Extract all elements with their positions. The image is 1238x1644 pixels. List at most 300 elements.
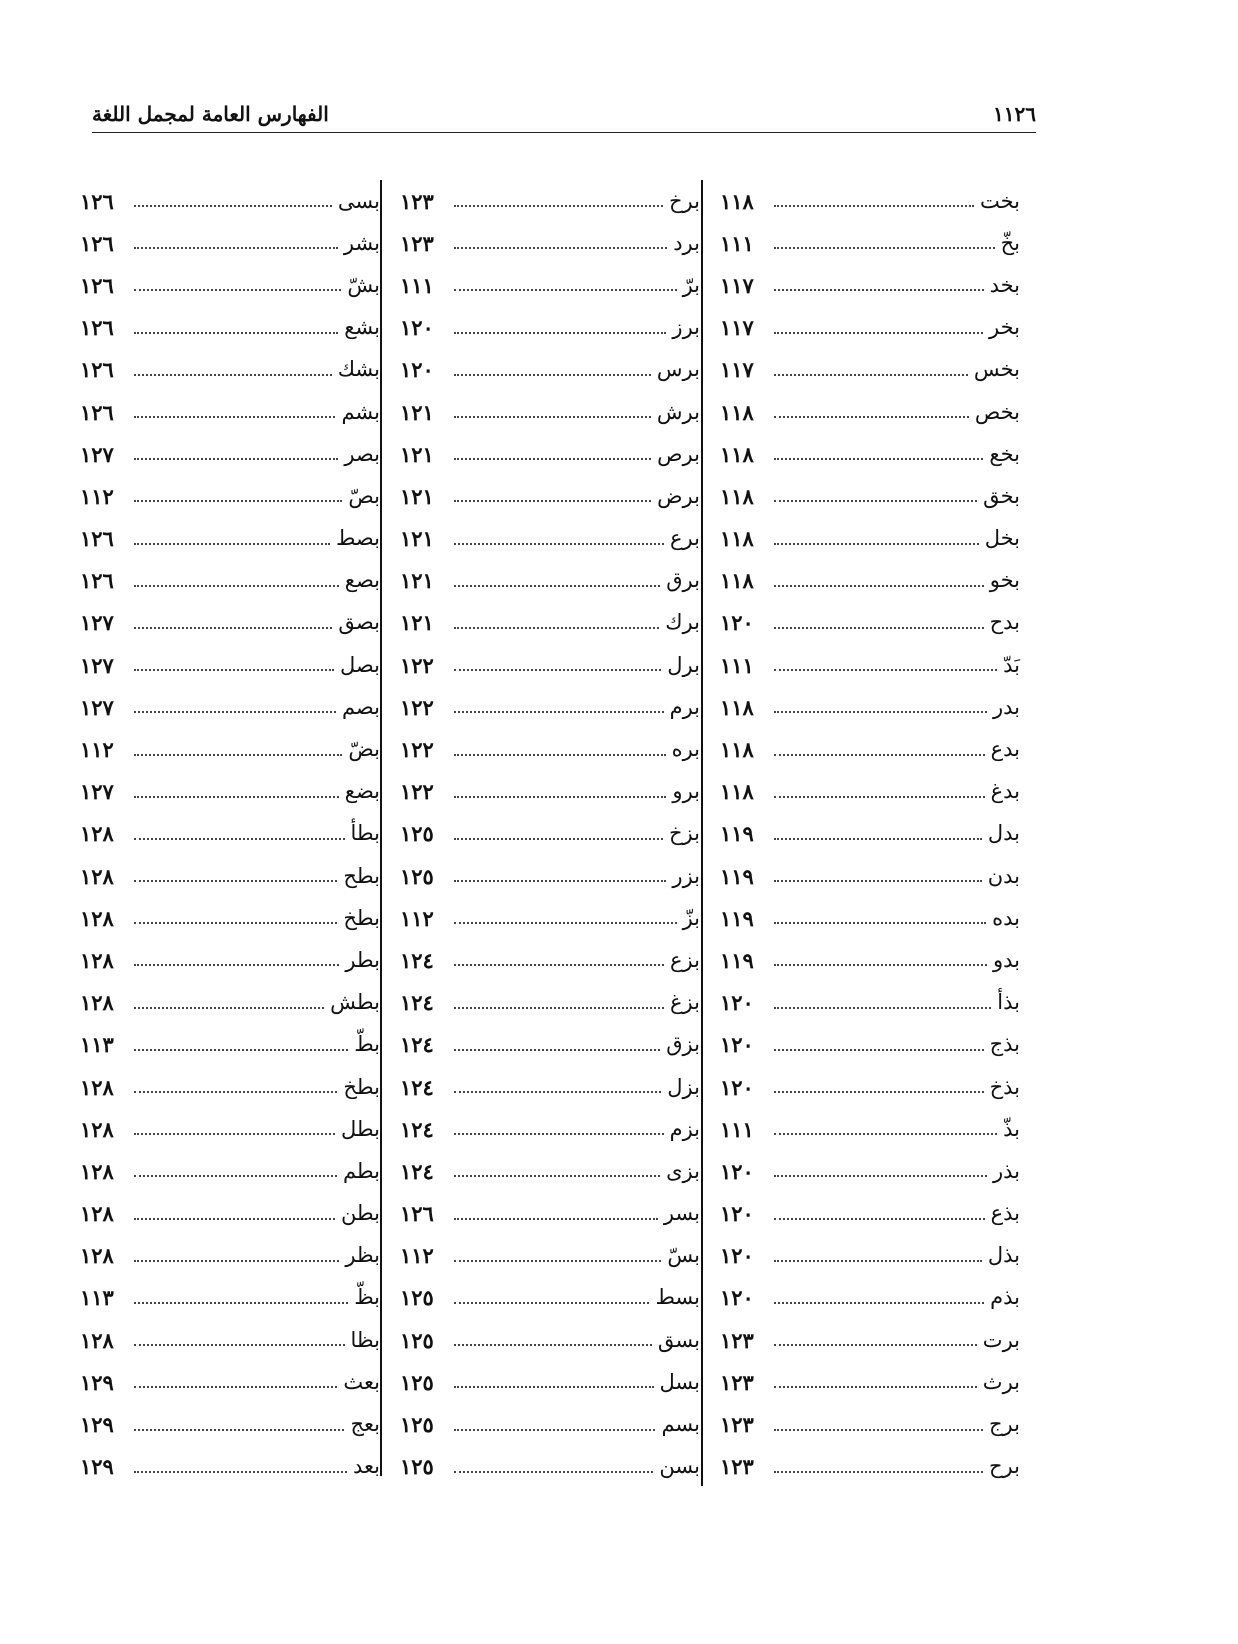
entry-word: بخق (983, 483, 1020, 508)
entry-page-number: ١٢٠ (400, 315, 434, 341)
dot-leader (134, 1007, 324, 1009)
entry-page-number: ١٢٢ (400, 694, 434, 720)
index-entry (720, 560, 1020, 602)
entry-page-number: ١٢٨ (80, 1158, 114, 1184)
index-entry (400, 1403, 700, 1445)
entry-word: بصل (340, 652, 380, 677)
entry-word: بسق (657, 1327, 700, 1352)
entry-page-number: ١١١ (400, 272, 434, 298)
index-entry (80, 1361, 380, 1403)
dot-leader (774, 1429, 983, 1431)
index-entry (80, 1403, 380, 1445)
index-entry (720, 602, 1020, 644)
entry-word: بسى (337, 188, 380, 213)
dot-leader (134, 1091, 337, 1093)
entry-word: بره (671, 737, 700, 762)
index-entry (80, 518, 380, 560)
entry-page-number: ١٢٥ (400, 1285, 434, 1311)
entry-page-number: ١٢٨ (80, 947, 114, 973)
index-entry (400, 1277, 700, 1319)
index-entry (400, 264, 700, 306)
index-entry (720, 644, 1020, 686)
entry-word: بطح (343, 863, 380, 888)
entry-page-number: ١١٨ (720, 399, 754, 425)
index-entry (720, 433, 1020, 475)
index-entry (400, 771, 700, 813)
index-entry (80, 982, 380, 1024)
index-entry (80, 1066, 380, 1108)
entry-page-number: ١١٢ (80, 483, 114, 509)
dot-leader (134, 754, 342, 756)
dot-leader (774, 1471, 983, 1473)
entry-page-number: ١٢٦ (400, 1201, 434, 1227)
entry-page-number: ١٢٨ (80, 821, 114, 847)
index-entry (400, 1193, 700, 1235)
dot-leader (134, 838, 345, 840)
dot-leader (134, 543, 330, 545)
entry-page-number: ١١٨ (720, 694, 754, 720)
entry-word: بطل (341, 1116, 380, 1141)
dot-leader (134, 1175, 337, 1177)
entry-word: بخع (989, 441, 1020, 466)
dot-leader (134, 669, 334, 671)
entry-page-number: ١١٩ (720, 905, 754, 931)
entry-word: بذع (990, 1201, 1020, 1226)
index-entry (720, 939, 1020, 981)
entry-page-number: ١٢٨ (80, 1074, 114, 1100)
dot-leader (134, 796, 339, 798)
entry-word: برل (667, 652, 700, 677)
entry-word: بطم (342, 1158, 380, 1183)
dot-leader (134, 247, 338, 249)
dot-leader (774, 754, 985, 756)
entry-word: بطأ (350, 821, 380, 846)
index-entry (720, 1024, 1020, 1066)
index-entry (720, 307, 1020, 349)
entry-page-number: ١١٢ (400, 905, 434, 931)
entry-word: بسن (659, 1454, 700, 1479)
entry-word: برق (666, 568, 700, 593)
index-entry (720, 1361, 1020, 1403)
entry-page-number: ١١١ (720, 1116, 754, 1142)
entry-word: بضع (344, 779, 380, 804)
entry-page-number: ١١٨ (720, 568, 754, 594)
dot-leader (134, 880, 337, 882)
entry-page-number: ١١٢ (400, 1243, 434, 1269)
index-entry (400, 222, 700, 264)
entry-word: بخّ (1000, 230, 1020, 255)
entry-word: برك (665, 610, 700, 635)
entry-page-number: ١١٧ (720, 357, 754, 383)
entry-word: بذخ (989, 1074, 1020, 1099)
index-entry (400, 686, 700, 728)
index-entry (400, 560, 700, 602)
dot-leader (774, 500, 977, 502)
entry-page-number: ١٢٦ (80, 568, 114, 594)
dot-leader (774, 964, 987, 966)
entry-word: بصم (341, 694, 380, 719)
entry-word: بعد (353, 1454, 380, 1479)
entry-page-number: ١٢٣ (720, 1412, 754, 1438)
index-entry (720, 855, 1020, 897)
entry-word: بشر (343, 230, 380, 255)
dot-leader (134, 332, 338, 334)
dot-leader (774, 374, 968, 376)
entry-word: بسط (655, 1285, 700, 1310)
entry-word: بذم (990, 1285, 1020, 1310)
entry-page-number: ١١١ (720, 230, 754, 256)
entry-page-number: ١٢٤ (400, 947, 434, 973)
dot-leader (134, 711, 336, 713)
index-entry (720, 180, 1020, 222)
dot-leader (454, 1007, 664, 1009)
dot-leader (774, 1302, 984, 1304)
entry-word: بخر (989, 315, 1020, 340)
dot-leader (454, 1471, 653, 1473)
entry-word: بعج (350, 1412, 380, 1437)
entry-page-number: ١١٩ (720, 947, 754, 973)
dot-leader (454, 838, 663, 840)
entry-word: بزل (667, 1074, 700, 1099)
entry-page-number: ١٢٣ (720, 1327, 754, 1353)
index-entry (80, 475, 380, 517)
entry-page-number: ١٢٩ (80, 1412, 114, 1438)
entry-page-number: ١٢٠ (400, 357, 434, 383)
entry-page-number: ١٢١ (400, 610, 434, 636)
dot-leader (454, 1175, 660, 1177)
entry-page-number: ١٢٨ (80, 863, 114, 889)
index-entry (80, 1446, 380, 1488)
entry-word: بخس (973, 357, 1020, 382)
entry-word: بسر (663, 1201, 700, 1226)
entry-page-number: ١٢٠ (720, 1243, 754, 1269)
column-divider (380, 180, 382, 1476)
entry-word: بزّ (682, 905, 700, 930)
index-entry (400, 1361, 700, 1403)
dot-leader (454, 1091, 661, 1093)
index-entry (400, 813, 700, 855)
dot-leader (454, 1218, 658, 1220)
entry-word: بخت (979, 188, 1020, 213)
entry-word: بطر (345, 947, 380, 972)
index-entry (720, 1235, 1020, 1277)
entry-word: بدل (987, 821, 1020, 846)
dot-leader (774, 880, 982, 882)
dot-leader (134, 1260, 339, 1262)
entry-word: بضّ (348, 737, 380, 762)
entry-page-number: ١٢٠ (720, 1201, 754, 1227)
entry-word: بشع (344, 315, 380, 340)
index-columns (80, 180, 1020, 1496)
index-entry (80, 264, 380, 306)
entry-page-number: ١٢٧ (80, 610, 114, 636)
dot-leader (454, 289, 677, 291)
entry-word: برو (672, 779, 700, 804)
dot-leader (774, 1344, 977, 1346)
entry-word: برس (656, 357, 700, 382)
entry-page-number: ١٢٣ (400, 230, 434, 256)
index-entry (400, 855, 700, 897)
dot-leader (134, 205, 332, 207)
index-entry (80, 644, 380, 686)
entry-word: بذج (989, 1032, 1020, 1057)
entry-word: بذل (987, 1243, 1020, 1268)
entry-word: برع (670, 526, 700, 551)
index-entry (80, 1319, 380, 1361)
entry-word: بدغ (990, 779, 1020, 804)
entry-page-number: ١٢٨ (80, 990, 114, 1016)
index-entry (400, 1446, 700, 1488)
entry-word: بظّ (354, 1285, 380, 1310)
index-entry (720, 1066, 1020, 1108)
index-entry (400, 391, 700, 433)
dot-leader (454, 1302, 649, 1304)
index-entry (80, 391, 380, 433)
dot-leader (774, 332, 983, 334)
index-entry (400, 1235, 700, 1277)
dot-leader (774, 1007, 991, 1009)
entry-page-number: ١٢١ (400, 568, 434, 594)
entry-word: برص (657, 441, 700, 466)
entry-word: بطخ (343, 905, 380, 930)
dot-leader (134, 289, 341, 291)
entry-page-number: ١١١ (720, 652, 754, 678)
dot-leader (454, 585, 660, 587)
entry-page-number: ١٢٧ (80, 652, 114, 678)
dot-leader (454, 627, 659, 629)
entry-word: بطّ (354, 1032, 380, 1057)
entry-page-number: ١٢١ (400, 441, 434, 467)
dot-leader (454, 964, 664, 966)
dot-leader (134, 1471, 347, 1473)
dot-leader (134, 1218, 335, 1220)
index-entry (80, 1150, 380, 1192)
entry-word: بسل (659, 1369, 700, 1394)
entry-word: بعث (343, 1369, 380, 1394)
entry-page-number: ١١٢ (80, 737, 114, 763)
dot-leader (454, 247, 667, 249)
dot-leader (774, 585, 984, 587)
entry-page-number: ١١٣ (80, 1032, 114, 1058)
dot-leader (774, 922, 986, 924)
entry-page-number: ١٢٤ (400, 1116, 434, 1142)
dot-leader (774, 1133, 997, 1135)
entry-page-number: ١٢٦ (80, 272, 114, 298)
entry-word: برّ (682, 272, 700, 297)
entry-word: بدن (987, 863, 1020, 888)
index-entry (80, 1277, 380, 1319)
index-entry (80, 560, 380, 602)
entry-word: بشك (337, 357, 380, 382)
entry-page-number: ١٢٠ (720, 1074, 754, 1100)
dot-leader (454, 1049, 660, 1051)
entry-word: بده (992, 905, 1020, 930)
dot-leader (774, 543, 979, 545)
dot-leader (134, 1429, 344, 1431)
dot-leader (134, 500, 342, 502)
index-entry (80, 180, 380, 222)
entry-word: بخص (974, 399, 1020, 424)
index-entry (80, 1193, 380, 1235)
index-entry (400, 939, 700, 981)
entry-word: برم (669, 694, 700, 719)
dot-leader (454, 374, 651, 376)
entry-page-number: ١٢٦ (80, 230, 114, 256)
entry-page-number: ١٢٠ (720, 610, 754, 636)
entry-page-number: ١١٧ (720, 315, 754, 341)
entry-page-number: ١٢٢ (400, 779, 434, 805)
index-entry (720, 1277, 1020, 1319)
dot-leader (134, 1302, 348, 1304)
index-entry (400, 518, 700, 560)
entry-word: برت (982, 1327, 1020, 1352)
dot-leader (774, 205, 974, 207)
index-entry (80, 433, 380, 475)
entry-word: بزى (666, 1158, 700, 1183)
entry-page-number: ١٢١ (400, 526, 434, 552)
index-column-1 (720, 180, 1020, 1496)
dot-leader (774, 627, 984, 629)
running-title: الفهارس العامة لمجمل اللغة (92, 102, 329, 126)
dot-leader (454, 922, 677, 924)
dot-leader (774, 1175, 987, 1177)
index-entry (400, 1108, 700, 1150)
index-column-2 (400, 180, 700, 1496)
index-entry (720, 1446, 1020, 1488)
index-column-3 (80, 180, 380, 1496)
index-entry (80, 307, 380, 349)
entry-page-number: ١١٨ (720, 483, 754, 509)
index-entry (400, 602, 700, 644)
dot-leader (454, 711, 664, 713)
dot-leader (454, 500, 651, 502)
entry-word: بزم (669, 1116, 700, 1141)
entry-word: بسم (661, 1412, 700, 1437)
entry-page-number: ١١٨ (720, 188, 754, 214)
index-entry (400, 1024, 700, 1066)
entry-page-number: ١٢٠ (720, 990, 754, 1016)
entry-page-number: ١٢٨ (80, 1243, 114, 1269)
index-entry (400, 982, 700, 1024)
entry-word: برش (656, 399, 700, 424)
dot-leader (134, 1049, 348, 1051)
entry-page-number: ١٢٥ (400, 1369, 434, 1395)
entry-page-number: ١٢١ (400, 399, 434, 425)
index-entry (80, 813, 380, 855)
entry-word: برز (672, 315, 700, 340)
entry-word: برح (989, 1454, 1020, 1479)
entry-word: بزق (666, 1032, 700, 1057)
dot-leader (134, 458, 338, 460)
entry-page-number: ١٢٦ (80, 399, 114, 425)
entry-word: بذّ (1003, 1116, 1020, 1141)
entry-page-number: ١٢٢ (400, 737, 434, 763)
index-entry (80, 897, 380, 939)
entry-page-number: ١٢٤ (400, 1074, 434, 1100)
index-entry (80, 1024, 380, 1066)
dot-leader (454, 796, 666, 798)
entry-page-number: ١٢٢ (400, 652, 434, 678)
entry-page-number: ١١٨ (720, 526, 754, 552)
dot-leader (774, 247, 995, 249)
index-entry (720, 728, 1020, 770)
dot-leader (134, 1344, 345, 1346)
dot-leader (774, 458, 983, 460)
index-entry (80, 222, 380, 264)
entry-page-number: ١٢٧ (80, 441, 114, 467)
dot-leader (454, 1386, 654, 1388)
dot-leader (134, 1386, 337, 1388)
index-entry (720, 1319, 1020, 1361)
entry-page-number: ١٢٧ (80, 779, 114, 805)
entry-word: بدر (992, 694, 1020, 719)
entry-page-number: ١٢١ (400, 483, 434, 509)
entry-page-number: ١٢٥ (400, 1327, 434, 1353)
index-entry (720, 686, 1020, 728)
entry-page-number: ١٢٣ (720, 1454, 754, 1480)
dot-leader (454, 754, 666, 756)
entry-page-number: ١١٨ (720, 779, 754, 805)
dot-leader (454, 669, 661, 671)
index-entry (400, 433, 700, 475)
entry-page-number: ١٢٧ (80, 694, 114, 720)
dot-leader (134, 627, 332, 629)
index-entry (720, 349, 1020, 391)
entry-page-number: ١١٨ (720, 737, 754, 763)
dot-leader (774, 669, 997, 671)
entry-word: بصر (344, 441, 380, 466)
index-entry (80, 1235, 380, 1277)
index-entry (720, 982, 1020, 1024)
index-entry (80, 349, 380, 391)
dot-leader (134, 416, 335, 418)
index-entry (720, 222, 1020, 264)
index-entry (400, 897, 700, 939)
dot-leader (774, 1049, 984, 1051)
index-entry (400, 644, 700, 686)
entry-word: بذر (992, 1158, 1020, 1183)
entry-word: بظر (345, 1243, 380, 1268)
index-entry (400, 475, 700, 517)
dot-leader (134, 374, 332, 376)
entry-page-number: ١٢٦ (80, 357, 114, 383)
entry-page-number: ١١٩ (720, 863, 754, 889)
entry-page-number: ١٢٣ (400, 188, 434, 214)
entry-word: برث (982, 1369, 1020, 1394)
entry-word: بطش (330, 990, 380, 1015)
entry-word: بَدّ (1003, 652, 1020, 677)
entry-word: بصق (338, 610, 380, 635)
index-entry (400, 1150, 700, 1192)
entry-page-number: ١٢٨ (80, 1116, 114, 1142)
column-divider (701, 180, 703, 1486)
index-entry (80, 602, 380, 644)
index-entry (80, 855, 380, 897)
entry-page-number: ١٢٠ (720, 1158, 754, 1184)
entry-page-number: ١٢٨ (80, 905, 114, 931)
index-entry (400, 1066, 700, 1108)
dot-leader (774, 1218, 985, 1220)
entry-page-number: ١١٩ (720, 821, 754, 847)
entry-word: بخد (989, 272, 1020, 297)
entry-page-number: ١٢٨ (80, 1327, 114, 1353)
dot-leader (454, 543, 664, 545)
index-entry (720, 518, 1020, 560)
dot-leader (134, 1133, 335, 1135)
entry-page-number: ١٢٠ (720, 1032, 754, 1058)
entry-word: بصّ (348, 483, 380, 508)
entry-page-number: ١٢٩ (80, 1454, 114, 1480)
